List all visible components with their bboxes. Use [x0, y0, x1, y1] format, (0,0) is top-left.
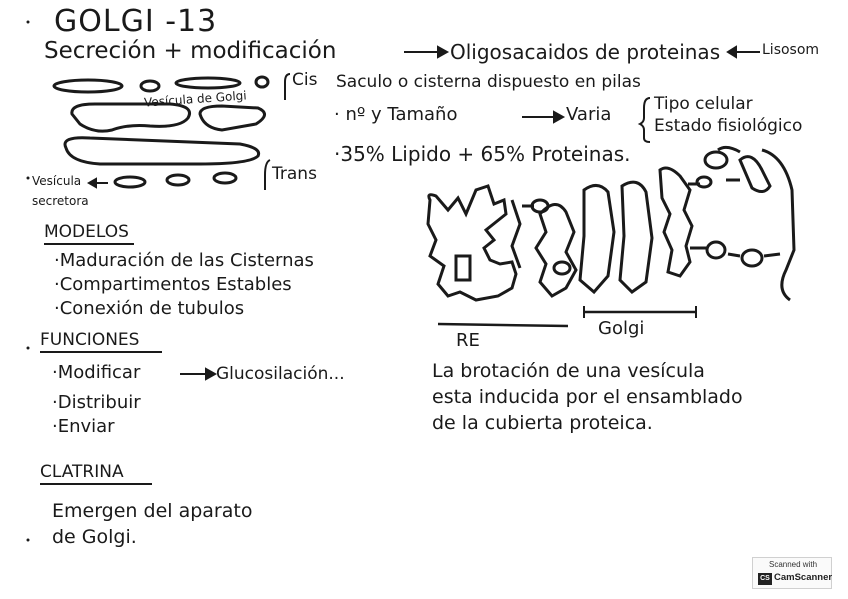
vesicula-secretora-label-1: Vesícula [32, 174, 82, 188]
funciones-item: ·Enviar [52, 416, 115, 437]
cis-label: Cis [292, 70, 318, 90]
margin-mark [27, 21, 30, 24]
modelos-heading: MODELOS [44, 222, 134, 245]
trans-label: Trans [272, 164, 317, 184]
vesicula-golgi-label: Vesícula de Golgi [143, 88, 248, 110]
secrecion-line: Secreción + modificación [44, 38, 337, 64]
arrow-icon [522, 112, 563, 122]
arrow-icon [89, 179, 108, 187]
modelos-item: ·Conexión de tubulos [54, 298, 245, 319]
arrow-icon [404, 47, 447, 57]
saculo-line: Saculo o cisterna dispuesto en pilas [336, 72, 641, 92]
clatrina-line: de Golgi. [52, 526, 137, 548]
clatrina-heading: CLATRINA [40, 462, 152, 485]
re-label: RE [456, 330, 480, 351]
margin-mark [27, 347, 30, 350]
note-line: esta inducida por el ensamblado [432, 386, 743, 408]
er-golgi-diagram [428, 147, 794, 300]
funciones-heading: FUNCIONES [40, 330, 162, 353]
modelos-item: ·Maduración de las Cisternas [54, 250, 314, 271]
modelos-item: ·Compartimentos Estables [54, 274, 292, 295]
camscanner-brand-text: CamScanner [774, 572, 833, 583]
tipo-celular-text: Tipo celular [654, 94, 753, 114]
camscanner-logo-icon: CS [758, 573, 772, 585]
note-line: de la cubierta proteica. [432, 412, 653, 434]
brace-icon [640, 98, 650, 142]
brace-icon [265, 160, 270, 190]
note-line: La brotación de una vesícula [432, 360, 705, 382]
margin-mark [27, 539, 30, 542]
vesicula-secretora-label-2: secretora [32, 194, 89, 208]
numero-tamano-line: · nº y Tamaño [334, 104, 458, 125]
oligosacaridos-text: Oligosacaidos de proteinas [450, 40, 721, 64]
estado-fisiologico-text: Estado fisiológico [654, 116, 803, 136]
margin-mark [27, 177, 30, 180]
funciones-item: ·Modificar [52, 362, 141, 383]
bracket-re [438, 324, 568, 326]
golgi-label: Golgi [598, 318, 645, 339]
lisosoma-text: Lisosom [762, 42, 820, 58]
page-title: GOLGI -13 [54, 4, 218, 39]
glucosilacion-text: Glucosilación... [216, 364, 345, 384]
arrow-icon [180, 369, 215, 379]
brace-icon [285, 74, 290, 100]
camscanner-badge [752, 557, 832, 589]
composicion-line: ·35% Lipido + 65% Proteinas. [334, 142, 631, 166]
clatrina-line: Emergen del aparato [52, 500, 253, 522]
varia-text: Varia [566, 104, 612, 125]
arrow-icon [728, 47, 760, 57]
scanned-with-text: Scanned with [768, 560, 818, 569]
funciones-item: ·Distribuir [52, 392, 141, 413]
